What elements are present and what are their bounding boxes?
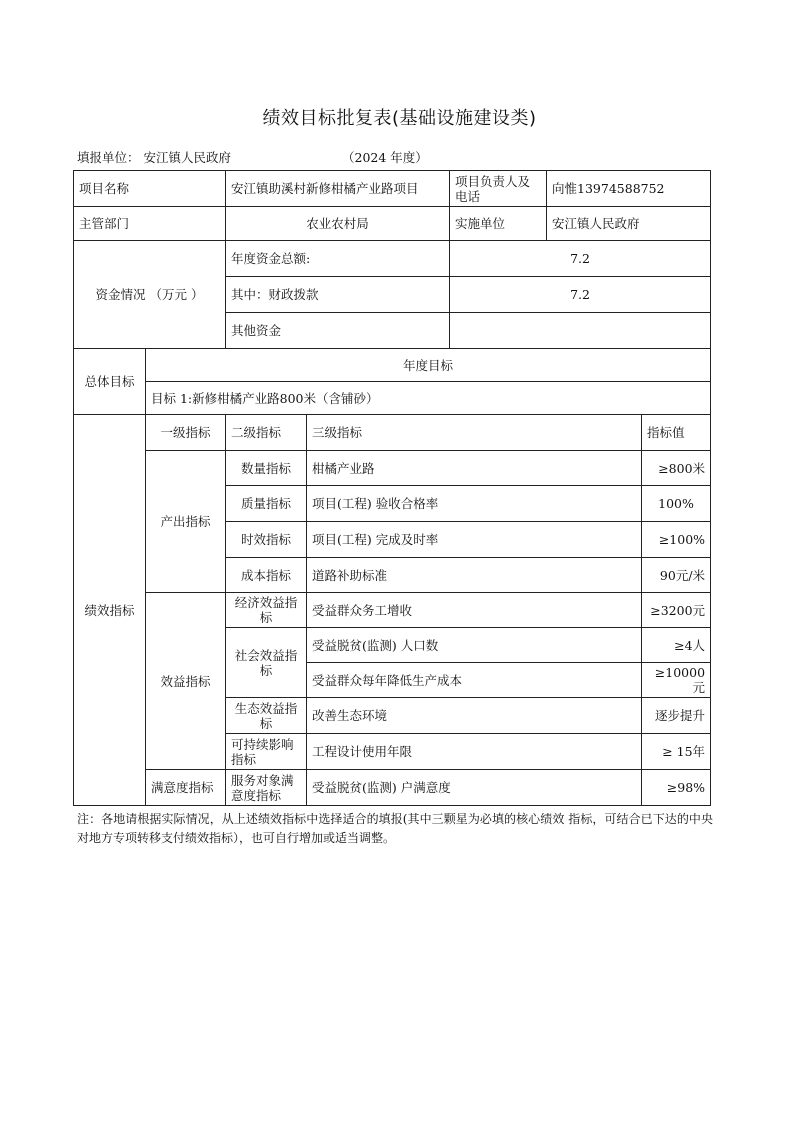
year-label: （2024 年度） (342, 150, 428, 165)
level3-cell: 项目(工程) 完成及时率 (307, 522, 642, 558)
project-contact-label: 项目负责人及电话 (450, 171, 547, 207)
funds-fiscal-label: 其中：财政拨款 (226, 277, 450, 313)
header-level3: 三级指标 (307, 415, 642, 451)
funds-fiscal-value: 7.2 (450, 277, 711, 313)
performance-table (73, 170, 711, 806)
indicator-value: ≥100% (642, 522, 711, 558)
benefit-indicator-label: 效益指标 (146, 593, 226, 770)
level3-cell: 道路补助标准 (307, 558, 642, 593)
impl-unit-label: 实施单位 (450, 207, 547, 241)
level3-cell: 受益脱贫(监测) 户满意度 (307, 770, 642, 806)
level3-cell: 受益群众每年降低生产成本 (307, 663, 642, 698)
funds-other-value (450, 313, 711, 349)
header-value: 指标值 (642, 415, 711, 451)
level3-cell: 项目(工程) 验收合格率 (307, 486, 642, 522)
page-title: 绩效目标批复表(基础设施建设类) (262, 108, 537, 129)
indicator-value: ≥98% (642, 770, 711, 806)
level3-cell: 柑橘产业路 (307, 451, 642, 486)
indicator-value: 逐步提升 (642, 698, 711, 734)
filing-unit-value: 安江镇人民政府 (143, 150, 232, 165)
funds-other-label: 其他资金 (226, 313, 450, 349)
indicator-value: ≥3200元 (642, 593, 711, 628)
indicator-value: ≥ 15年 (642, 734, 711, 770)
goal-target: 目标 1:新修柑橘产业路800米（含铺砂） (146, 382, 711, 415)
level2-cell: 成本指标 (226, 558, 307, 593)
funds-label: 资金情况 （万元 ） (74, 241, 226, 349)
indicators-label: 绩效指标 (74, 415, 146, 806)
footnote: 注：各地请根据实际情况，从上述绩效指标中选择适合的填报(其中三颗星为必填的核心绩效 指标，可结合已下达的中央对地方专项转移支付绩效指标），也可自行增加或适当调整。 (77, 812, 713, 845)
output-indicator-label: 产出指标 (146, 451, 226, 593)
indicator-value: ≥10000元 (642, 663, 711, 698)
project-name-value: 安江镇助溪村新修柑橘产业路项目 (226, 171, 450, 207)
funds-total-label: 年度资金总额: (226, 241, 450, 277)
level3-cell: 工程设计使用年限 (307, 734, 642, 770)
project-name-label: 项目名称 (74, 171, 226, 207)
filing-unit (77, 148, 231, 166)
level2-cell: 可持续影响指标 (226, 734, 307, 770)
level2-cell: 服务对象满意度指标 (226, 770, 307, 806)
satisfaction-indicator-label: 满意度指标 (146, 770, 226, 806)
indicator-value: ≥800米 (642, 451, 711, 486)
indicator-value: 90元/米 (642, 558, 711, 593)
header-level2: 二级指标 (226, 415, 307, 451)
impl-unit-value: 安江镇人民政府 (547, 207, 711, 241)
header-level1: 一级指标 (146, 415, 226, 451)
funds-total-value: 7.2 (450, 241, 711, 277)
level2-cell: 数量指标 (226, 451, 307, 486)
level2-cell: 质量指标 (226, 486, 307, 522)
level2-cell: 经济效益指标 (226, 593, 307, 628)
goal-label: 总体目标 (74, 349, 146, 415)
indicator-value: ≥4人 (642, 628, 711, 663)
annual-goal-label: 年度目标 (146, 349, 711, 382)
dept-value: 农业农村局 (226, 207, 450, 241)
dept-label: 主管部门 (74, 207, 226, 241)
level2-cell: 生态效益指标 (226, 698, 307, 734)
level2-cell: 时效指标 (226, 522, 307, 558)
project-contact-value: 向惟13974588752 (547, 171, 711, 207)
level3-cell: 受益脱贫(监测) 人口数 (307, 628, 642, 663)
filing-unit-label: 填报单位： (77, 150, 140, 165)
level3-cell: 改善生态环境 (307, 698, 642, 734)
level3-cell: 受益群众务工增收 (307, 593, 642, 628)
indicator-value: 100% (642, 486, 711, 522)
level2-cell: 社会效益指标 (226, 628, 307, 698)
